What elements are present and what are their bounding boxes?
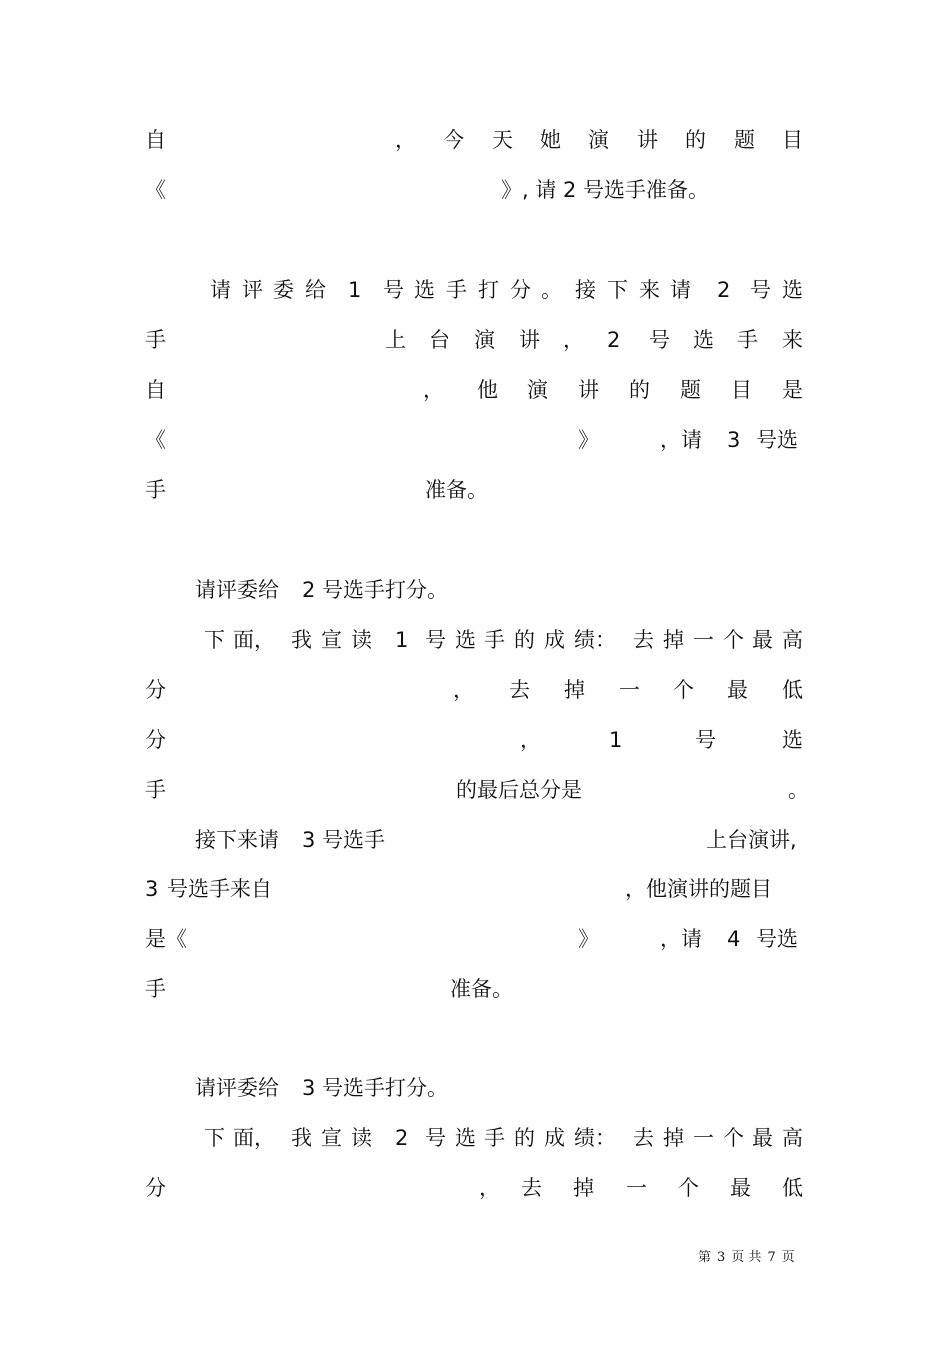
text-segment: 高: [782, 628, 803, 652]
text-segment: ，: [453, 678, 474, 702]
text-segment: 去: [633, 1126, 654, 1150]
text-segment: 演: [527, 378, 548, 402]
text-segment: 来: [639, 278, 660, 302]
text-line: [145, 475, 805, 505]
text-segment: 的最后总分是: [456, 778, 582, 802]
text-line: [145, 175, 805, 205]
text-segment: 。: [788, 778, 809, 802]
footer-prefix: 第: [698, 1250, 712, 1265]
text-segment: 个: [678, 1176, 699, 1200]
text-segment: 号: [649, 328, 670, 352]
text-segment: ，: [395, 128, 416, 152]
text-segment: 选: [782, 728, 803, 752]
text-segment: 下: [607, 278, 628, 302]
text-segment: 个: [723, 1126, 744, 1150]
text-segment: 一: [619, 678, 640, 702]
text-segment: 2 号选手打分。: [302, 578, 449, 602]
text-segment: 手: [145, 977, 166, 1001]
text-segment: 他: [477, 378, 498, 402]
text-segment: 评: [242, 278, 263, 302]
text-segment: 低: [782, 678, 803, 702]
text-segment: 选: [455, 1126, 476, 1150]
page-footer: [698, 1249, 818, 1267]
text-line: [145, 974, 805, 1004]
text-segment: 我: [291, 1126, 312, 1150]
text-segment: 手: [484, 628, 505, 652]
text-segment: 接: [575, 278, 596, 302]
text-segment: 手: [737, 328, 758, 352]
text-segment: 一: [626, 1176, 647, 1200]
text-segment: 《: [145, 428, 166, 452]
text-segment: ，他演讲的题目: [625, 877, 772, 901]
text-line: [145, 725, 805, 755]
text-segment: 一: [693, 1126, 714, 1150]
text-segment: 》: [578, 927, 599, 951]
text-segment: 目: [782, 128, 803, 152]
text-segment: 打: [478, 278, 499, 302]
text-segment: 我: [291, 628, 312, 652]
text-segment: 最: [752, 628, 773, 652]
text-segment: 选: [782, 278, 803, 302]
text-segment: 上台演讲,: [706, 828, 797, 852]
text-segment: ，: [423, 378, 444, 402]
footer-page-number: 3: [717, 1250, 726, 1265]
text-segment: 成: [544, 1126, 565, 1150]
text-segment: 》: [578, 428, 599, 452]
text-segment: 讲: [519, 328, 540, 352]
text-segment: 自: [145, 128, 166, 152]
text-segment: 最: [727, 678, 748, 702]
text-segment: 《: [145, 178, 166, 202]
text-line: [145, 1073, 805, 1103]
text-segment: 题: [734, 128, 755, 152]
text-segment: 掉: [663, 1126, 684, 1150]
text-segment: 她: [540, 128, 561, 152]
text-segment: 请: [210, 278, 231, 302]
text-segment: ，: [479, 1176, 500, 1200]
text-segment: 掉: [564, 678, 585, 702]
text-segment: 号选: [756, 927, 798, 951]
text-segment: 一: [693, 628, 714, 652]
text-segment: 3: [145, 877, 159, 901]
text-segment: 演: [474, 328, 495, 352]
text-segment: 去: [521, 1176, 542, 1200]
text-segment: 读: [351, 628, 372, 652]
text-segment: 掉: [663, 628, 684, 652]
text-segment: 号选手来自: [167, 877, 272, 901]
text-segment: 请: [670, 278, 691, 302]
text-segment: 2: [395, 1126, 409, 1150]
text-segment: 号: [425, 1126, 446, 1150]
text-segment: 下: [204, 628, 225, 652]
text-segment: ，请: [660, 428, 702, 452]
text-segment: 1: [395, 628, 409, 652]
text-segment: 讲: [637, 128, 658, 152]
text-segment: 分: [145, 678, 166, 702]
text-line: [145, 375, 805, 405]
text-segment: 。: [541, 278, 562, 302]
text-segment: 请评委给: [195, 1076, 279, 1100]
text-segment: 号: [383, 278, 404, 302]
text-segment: 是: [782, 378, 803, 402]
text-segment: 的: [514, 628, 535, 652]
text-segment: 3: [727, 428, 741, 452]
text-segment: 准备。: [425, 478, 488, 502]
text-segment: 1: [348, 278, 362, 302]
text-segment: 》, 请 2 号选手准备。: [501, 178, 710, 202]
text-segment: 号: [425, 628, 446, 652]
text-line: [145, 1123, 805, 1153]
text-segment: 给: [305, 278, 326, 302]
text-segment: ，: [520, 728, 541, 752]
text-segment: 台: [429, 328, 450, 352]
text-segment: 是《: [145, 927, 187, 951]
text-line: [145, 275, 805, 305]
text-segment: 准备。: [450, 977, 513, 1001]
text-segment: ，: [563, 328, 584, 352]
text-segment: 个: [723, 628, 744, 652]
text-segment: ，请: [660, 927, 702, 951]
text-segment: 分: [510, 278, 531, 302]
text-segment: 今: [443, 128, 464, 152]
text-segment: 分: [145, 1176, 166, 1200]
text-segment: 绩：: [574, 628, 616, 652]
text-segment: 3 号选手: [302, 828, 386, 852]
text-segment: 号: [750, 278, 771, 302]
text-segment: 宣: [321, 1126, 342, 1150]
text-segment: 最: [730, 1176, 751, 1200]
text-segment: 面，: [233, 1126, 275, 1150]
text-segment: 请评委给: [195, 578, 279, 602]
text-segment: 选: [693, 328, 714, 352]
footer-suffix: 页: [781, 1250, 795, 1265]
text-segment: 4: [727, 927, 741, 951]
text-segment: 目: [731, 378, 752, 402]
text-segment: 分: [145, 728, 166, 752]
text-segment: 去: [509, 678, 530, 702]
text-segment: 面，: [233, 628, 275, 652]
text-segment: 的: [629, 378, 650, 402]
text-line: [145, 625, 805, 655]
text-segment: 个: [673, 678, 694, 702]
text-line: [145, 325, 805, 355]
text-segment: 手: [484, 1126, 505, 1150]
text-segment: 掉: [573, 1176, 594, 1200]
text-line: [145, 575, 805, 605]
text-segment: 去: [633, 628, 654, 652]
text-segment: 1: [609, 728, 623, 752]
text-segment: 号: [695, 728, 716, 752]
text-line: [145, 675, 805, 705]
text-line: [145, 874, 805, 904]
footer-middle: 页 共: [731, 1250, 762, 1265]
text-line: [145, 125, 805, 155]
text-segment: 高: [782, 1126, 803, 1150]
text-segment: 低: [782, 1176, 803, 1200]
text-segment: 来: [782, 328, 803, 352]
text-segment: 自: [145, 378, 166, 402]
text-line: [145, 425, 805, 455]
text-segment: 手: [145, 778, 166, 802]
text-segment: 的: [685, 128, 706, 152]
text-segment: 题: [680, 378, 701, 402]
text-segment: 上: [385, 328, 406, 352]
text-segment: 天: [492, 128, 513, 152]
text-segment: 讲: [578, 378, 599, 402]
text-segment: 2: [717, 278, 731, 302]
text-segment: 2: [607, 328, 621, 352]
text-segment: 手: [145, 328, 166, 352]
text-segment: 演: [588, 128, 609, 152]
text-segment: 手: [446, 278, 467, 302]
text-segment: 绩：: [574, 1126, 616, 1150]
text-line: [145, 775, 809, 805]
text-segment: 读: [351, 1126, 372, 1150]
text-segment: 宣: [321, 628, 342, 652]
text-segment: 成: [544, 628, 565, 652]
text-segment: 的: [514, 1126, 535, 1150]
text-segment: 选: [414, 278, 435, 302]
text-line: [145, 924, 805, 954]
text-segment: 委: [273, 278, 294, 302]
text-segment: 3 号选手打分。: [302, 1076, 449, 1100]
text-segment: 接下来请: [195, 828, 279, 852]
text-line: [145, 825, 805, 855]
text-segment: 最: [752, 1126, 773, 1150]
text-segment: 下: [204, 1126, 225, 1150]
text-segment: 手: [145, 478, 166, 502]
text-segment: 选: [455, 628, 476, 652]
text-line: [145, 1173, 805, 1203]
footer-total-pages: 7: [767, 1250, 776, 1265]
text-segment: 号选: [756, 428, 798, 452]
